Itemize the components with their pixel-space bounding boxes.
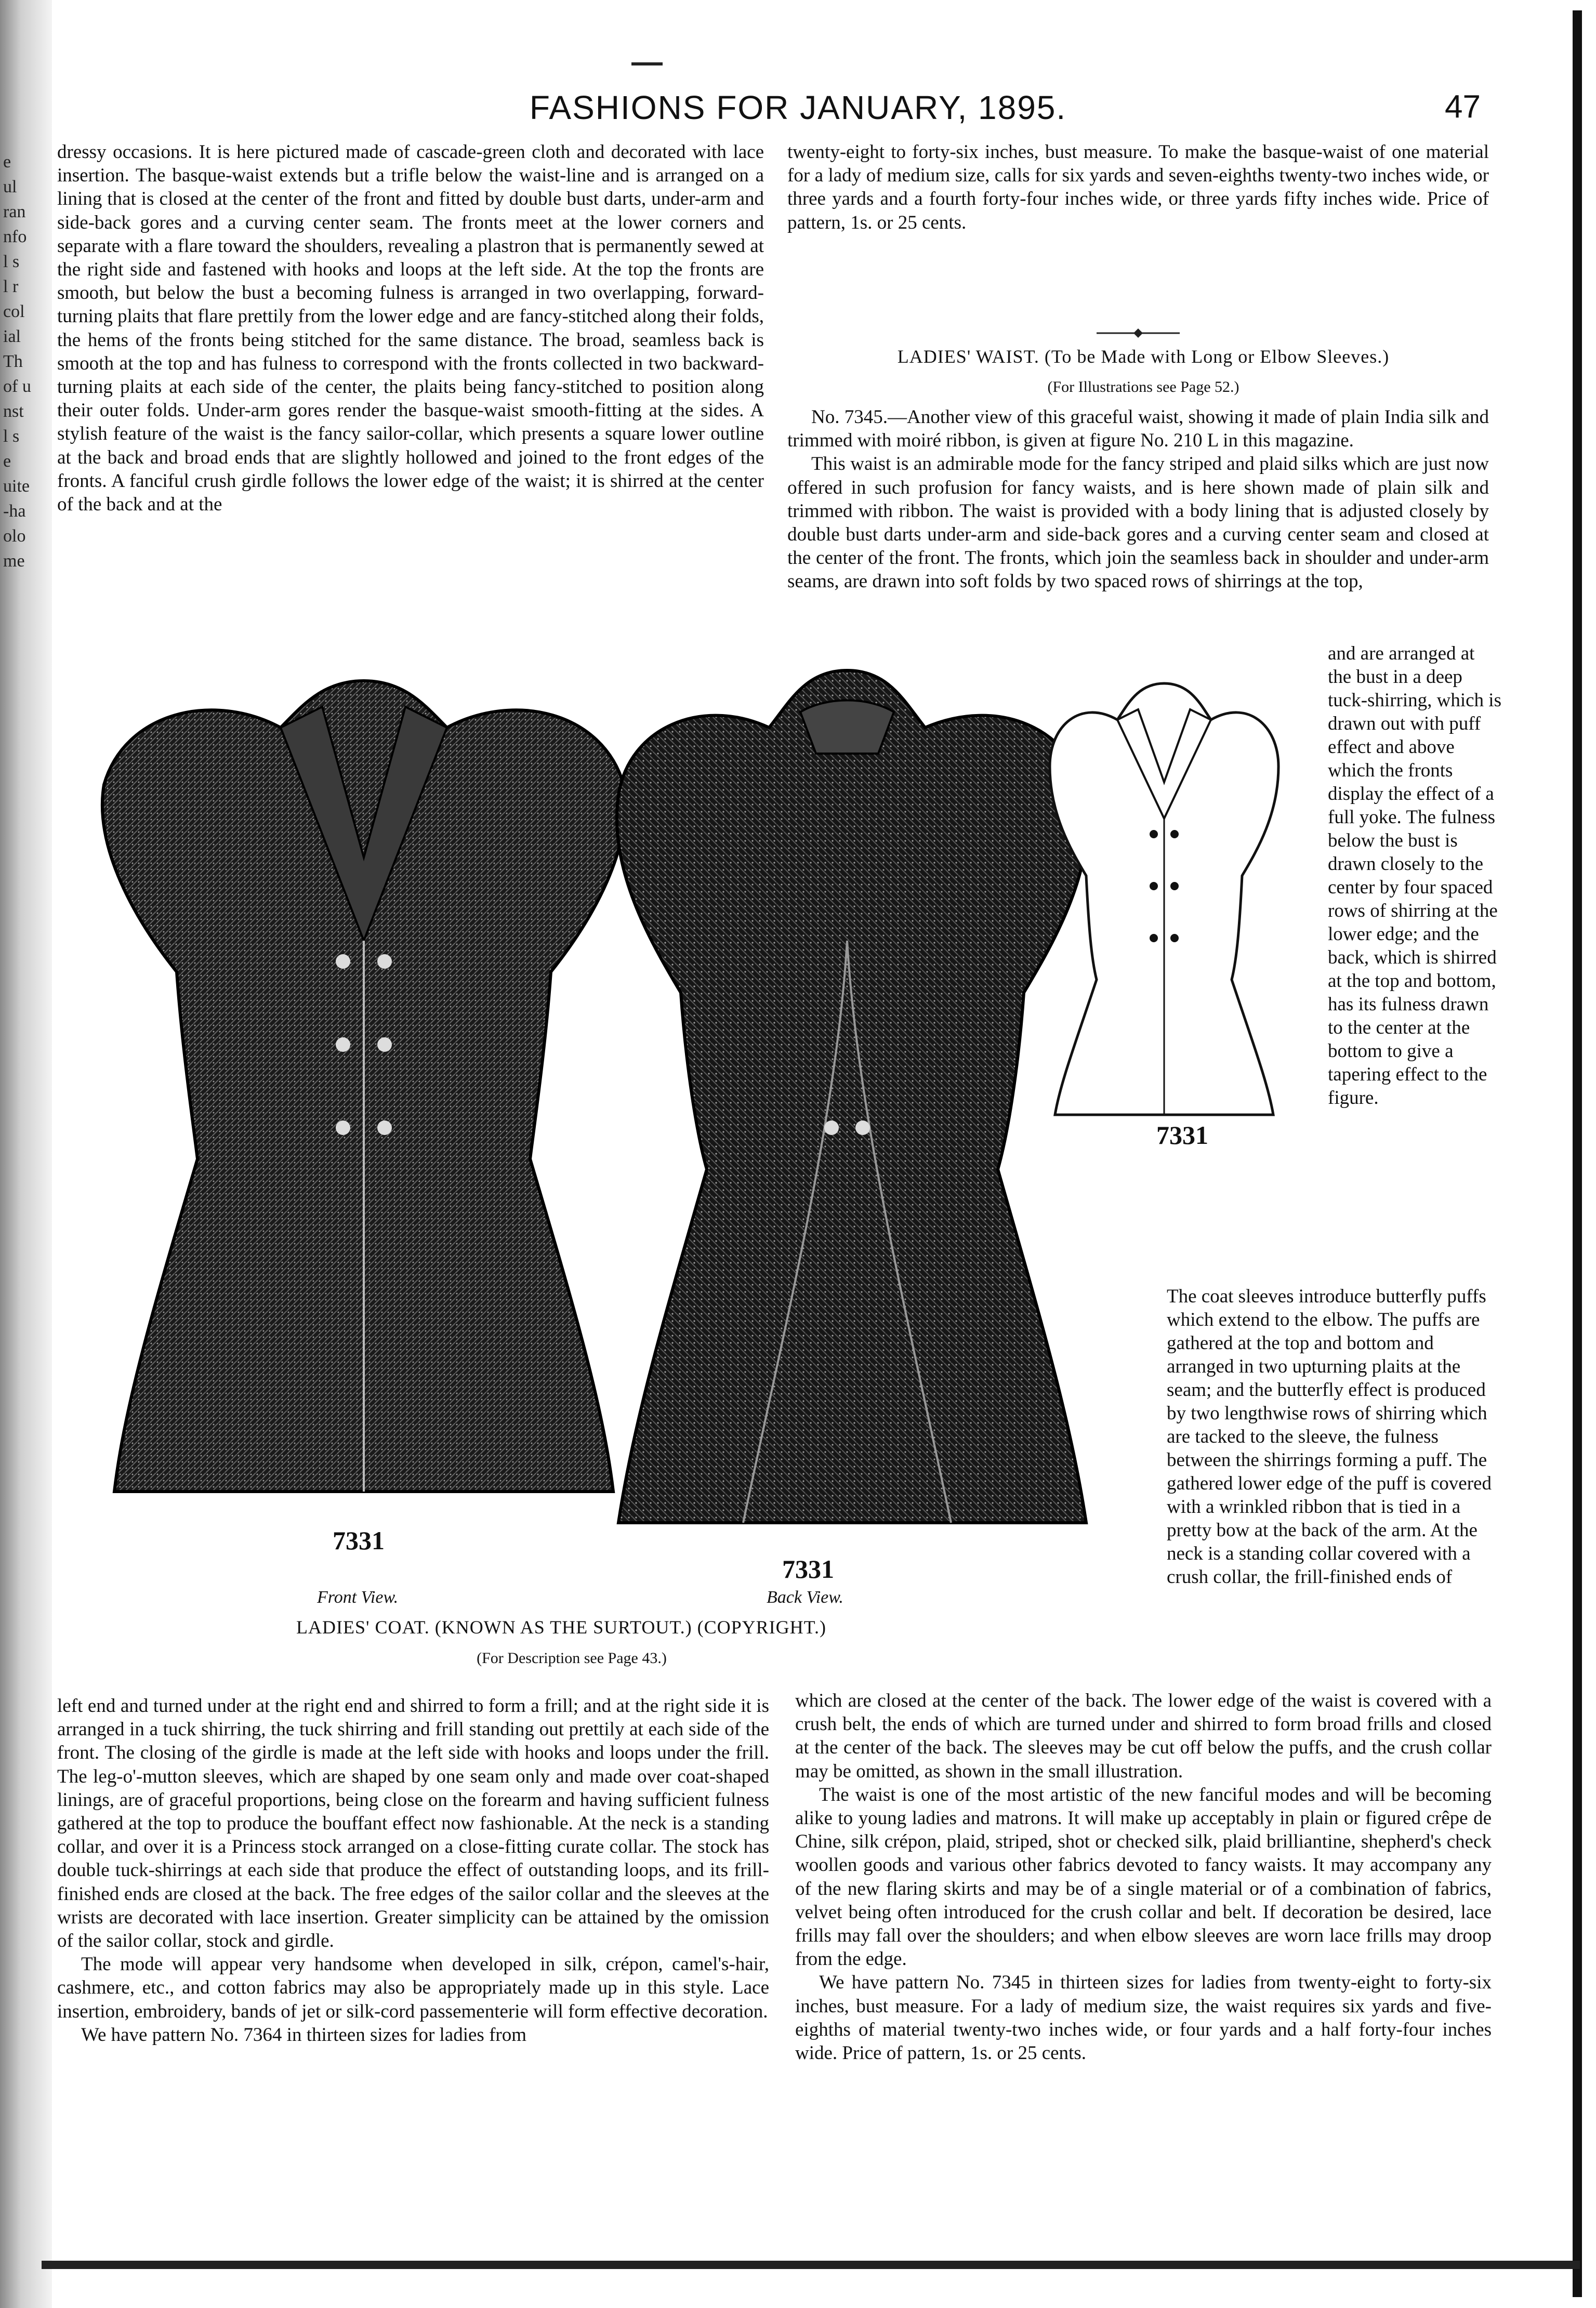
page-edge-right — [1573, 10, 1582, 2297]
coat-front-view-illustration — [94, 650, 634, 1523]
page-number: 47 — [1445, 89, 1481, 125]
gutter-fragment: l s — [3, 427, 20, 446]
section-reference: (For Illustrations see Page 52.) — [1047, 378, 1239, 395]
gutter-fragment: col — [3, 302, 25, 321]
coat-back-view-illustration — [587, 650, 1107, 1549]
gutter-fragment: ul — [3, 177, 17, 196]
gutter-fragment: ran — [3, 202, 26, 221]
coat-small-illustration — [1039, 668, 1289, 1125]
narrow-column-lower — [1167, 1285, 1505, 1589]
gutter-fragment: uite — [3, 477, 30, 496]
paragraph: The waist is one of the most artistic of the new fanciful modes and will be becoming alike to young ladies and matrons. It will make up acceptably in plain or figured crêpe de Chine, silk crépon, plaid, striped, shot or checked silk, plaid brilliantine, shepherd's check woollen goods and various other fabrics devoted to fancy waists. It may accompany any of the new flaring skirts and may be of a single material or of a combination of fabrics, velvet being often introduced for the crush collar and belt. If decoration be desired, lace frills may fall over the shoulders; and when elbow sleeves are worn lace frills may droop from the edge. — [795, 1784, 1492, 1970]
paragraph: The coat sleeves introduce butterfly puffs which extend to the elbow. The puffs are gathered at the top and bottom and arranged in two upturning plaits at the seam; and the butterfly effect is produced by two lengthwise rows of shirring which are tacked to the sleeve, the fulness between the shirrings forming a puff. The gathered lower edge of the puff is covered with a wrinkled ribbon that is tied in a pretty bow at the back of the arm. At the neck is a standing collar covered with a crush collar, the frill-finished ends of — [1167, 1286, 1492, 1588]
paragraph: twenty-eight to forty-six inches, bust measure. To make the basque-waist of one material for a lady of medium size, calls for six yards and seven-eighths twenty-two inches wide, or three yards and a fourth forty-four inches wide, or three yards fifty inches wide. Price of pattern, 1s. or 25 cents. — [787, 141, 1489, 233]
paragraph: which are closed at the center of the back. The lower edge of the waist is covered with a crush belt, the ends of which are turned under and shirred to form broad frills and closed at the center of the back. The sleeves may be cut off below the puffs, and the crush collar may be omitted, as shown in the small illustration. — [795, 1690, 1492, 1782]
gutter-fragment: me — [3, 551, 25, 571]
top-right-column — [787, 140, 1489, 234]
paragraph: and are arranged at the bust in a deep tuck-shirring, which is drawn out with puff effect and above which the fronts display the effect of a full yoke. The fulness below the bust is drawn closely to the center by four spaced rows of shirring at the lower edge; and the back, which is shirred at the top and bottom, has its fulness drawn to the center at the bottom to give a tapering effect to the figure. — [1328, 643, 1501, 1109]
figure-number-front: 7331 — [333, 1526, 385, 1555]
running-header: FASHIONS FOR JANUARY, 1895. — [529, 89, 1067, 126]
gutter-fragment: ial — [3, 327, 21, 346]
gutter-fragment: e — [3, 452, 11, 471]
gutter-fragment: Th — [3, 352, 23, 371]
back-view-label: Back View. — [767, 1588, 843, 1607]
bottom-right-column — [795, 1689, 1492, 2065]
gutter-fragment: olo — [3, 526, 26, 546]
paragraph: This waist is an admirable mode for the fancy striped and plaid silks which are just now offered in such profusion for fancy waists, and is here shown made of plain silk and trimmed with ribbon. The waist is provided with a body lining that is adjusted closely by double bust darts under-arm and side-back gores and a curving center seam and closed at the center of the front. The fronts, which join the seamless back in shoulder and under-arm seams, are drawn into soft folds by two spaced rows of shirrings at the top, — [787, 453, 1489, 592]
paragraph: The mode will appear very handsome when developed in silk, crépon, camel's-hair, cashmere, etc., and cotton fabrics may also be appropriately made up in this style. Lace insertion, embroidery, bands of jet or silk-cord passementerie will form effective decoration. — [57, 1954, 769, 2022]
figure-caption: LADIES' COAT. (KNOWN AS THE SURTOUT.) (COPYRIGHT.) — [296, 1617, 826, 1638]
top-ornament — [631, 62, 663, 65]
front-view-label: Front View. — [317, 1588, 399, 1607]
figure-number-back: 7331 — [782, 1554, 834, 1584]
gutter-fragment: l s — [3, 252, 20, 271]
gutter-fragment: nst — [3, 402, 24, 421]
paragraph: dressy occasions. It is here pictured made of cascade-green cloth and decorated with lace insertion. The basque-waist extends but a trifle below the waist-line and is arranged on a lining that is closed at the center of the front and fitted by double bust darts, under-arm and side-back gores and a curving center seam. The fronts meet at the lower corners and separate with a flare toward the shoulders, revealing a plastron that is permanently sewed at the right side and fastened with hooks and loops at the left side. At the top the fronts are smooth, but below the bust a becoming fulness is arranged in two overlapping, forward-turning plaits that flare prettily from the lower edge and are fancy-stitched along their folds, the hems of the fronts being stitched for the same distance. The broad, seamless back is smooth at the top and has fulness to correspond with the fronts collected in two backward-turning plaits at each side of the center, the plaits being fancy-stitched to position along their outer folds. Under-arm gores render the basque-waist smooth-fitting at the sides. A stylish feature of the waist is the fancy sailor-collar, which presents a square lower outline at the back and broad ends that are slightly hollowed and joined to the front edges of the fronts. A fanciful crush girdle follows the lower edge of the waist; it is shirred at the center of the back and at the — [57, 141, 764, 516]
paragraph: No. 7345.—Another view of this graceful waist, showing it made of plain India silk and trimmed with moiré ribbon, is given at figure No. 210 L in this magazine. — [787, 406, 1489, 452]
figure-caption-reference: (For Description see Page 43.) — [477, 1650, 667, 1667]
gutter-fragment: l r — [3, 277, 19, 296]
narrow-column — [1328, 642, 1502, 1110]
paragraph: We have pattern No. 7345 in thirteen sizes for ladies from twenty-eight to forty-six inches, bust measure. For a lady of medium size, the waist requires six yards and five-eighths of material twenty-two inches wide, or four yards and a half forty-four inches wide. Price of pattern, 1s. or 25 cents. — [795, 1972, 1492, 2064]
section-divider-icon — [1097, 327, 1180, 339]
top-left-column — [57, 140, 764, 516]
section-title: LADIES' WAIST. (To be Made with Long or Elbow Sleeves.) — [897, 346, 1390, 367]
bottom-left-column — [57, 1694, 769, 2047]
gutter-fragment: nfo — [3, 227, 27, 246]
gutter-fragment: -ha — [3, 502, 26, 521]
figure-number-small: 7331 — [1156, 1120, 1208, 1150]
waist-description — [787, 405, 1489, 594]
paragraph: We have pattern No. 7364 in thirteen sizes for ladies from — [81, 2024, 526, 2046]
page-edge-bottom — [42, 2261, 1580, 2269]
gutter-fragment: e — [3, 152, 11, 172]
gutter-fragment: of u — [3, 377, 31, 396]
paragraph: left end and turned under at the right end and shirred to form a frill; and at the right side it is arranged in a tuck shirring, the tuck shirring and frill standing out prettily at each side of the front. The closing of the girdle is made at the left side with hooks and loops under the frill. The leg-o'-mutton sleeves, which are shaped by one seam only and made over coat-shaped linings, are of graceful proportions, being close on the forearm and having sufficient fulness gathered at the top to produce the bouffant effect now fashionable. At the neck is a standing collar, and over it is a Princess stock arranged on a close-fitting curate collar. The stock has double tuck-shirrings at each side that produce the effect of outstanding loops, and its frill-finished ends are closed at the back. The free edges of the sailor collar and the sleeves at the wrists are decorated with lace insertion. Greater simplicity can be attained by the omission of the sailor collar, stock and girdle. — [57, 1695, 769, 1952]
